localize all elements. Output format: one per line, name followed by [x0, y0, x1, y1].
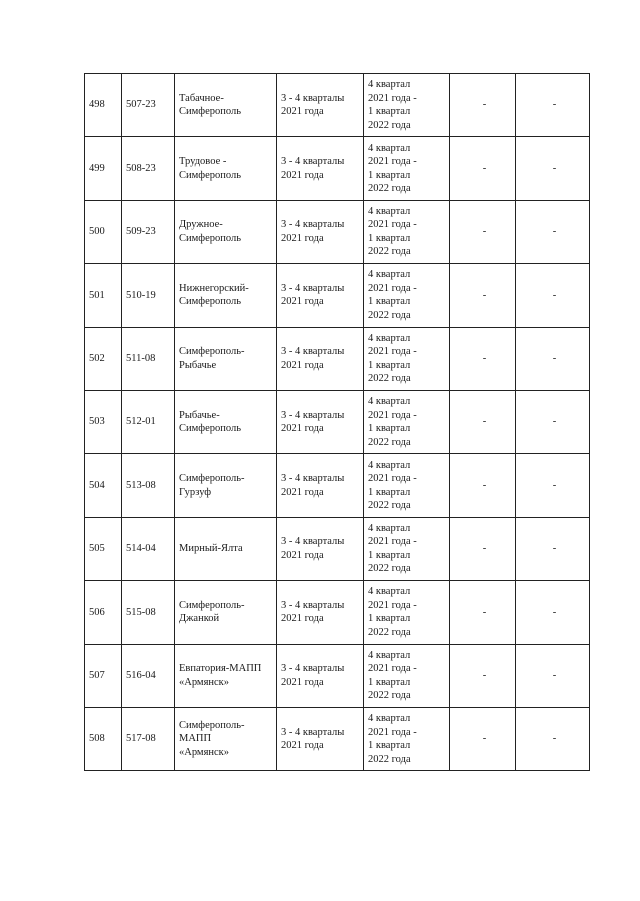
route-code: 517-08	[122, 707, 175, 770]
col7-value: -	[516, 74, 590, 137]
col6-value: -	[450, 264, 516, 327]
col7-value: -	[516, 200, 590, 263]
period: 3 - 4 кварталы 2021 года	[277, 644, 364, 707]
col7-value: -	[516, 581, 590, 644]
route-name: Табачное- Симферополь	[175, 74, 277, 137]
col6-value: -	[450, 74, 516, 137]
col6-value: -	[450, 327, 516, 390]
col7-value: -	[516, 264, 590, 327]
col7-value: -	[516, 517, 590, 580]
period: 3 - 4 кварталы 2021 года	[277, 517, 364, 580]
row-number: 508	[85, 707, 122, 770]
route-code: 508-23	[122, 137, 175, 200]
col7-value: -	[516, 454, 590, 517]
col7-value: -	[516, 137, 590, 200]
route-name: Евпатория-МАПП «Армянск»	[175, 644, 277, 707]
term: 4 квартал 2021 года - 1 квартал 2022 года	[364, 264, 450, 327]
route-name: Симферополь- Гурзуф	[175, 454, 277, 517]
term: 4 квартал 2021 года - 1 квартал 2022 года	[364, 74, 450, 137]
period: 3 - 4 кварталы 2021 года	[277, 200, 364, 263]
route-name: Симферополь- Рыбачье	[175, 327, 277, 390]
table-row	[85, 200, 590, 263]
col6-value: -	[450, 707, 516, 770]
route-name: Дружное- Симферополь	[175, 200, 277, 263]
table-row	[85, 454, 590, 517]
table-row	[85, 581, 590, 644]
table-row	[85, 137, 590, 200]
period: 3 - 4 кварталы 2021 года	[277, 581, 364, 644]
route-code: 511-08	[122, 327, 175, 390]
route-code: 510-19	[122, 264, 175, 327]
route-name: Рыбачье- Симферополь	[175, 390, 277, 453]
route-code: 515-08	[122, 581, 175, 644]
row-number: 503	[85, 390, 122, 453]
col6-value: -	[450, 644, 516, 707]
col6-value: -	[450, 581, 516, 644]
period: 3 - 4 кварталы 2021 года	[277, 327, 364, 390]
table-row	[85, 264, 590, 327]
routes-table-body	[85, 74, 590, 771]
row-number: 504	[85, 454, 122, 517]
route-code: 516-04	[122, 644, 175, 707]
col7-value: -	[516, 707, 590, 770]
row-number: 500	[85, 200, 122, 263]
route-code: 507-23	[122, 74, 175, 137]
term: 4 квартал 2021 года - 1 квартал 2022 года	[364, 390, 450, 453]
row-number: 498	[85, 74, 122, 137]
route-name: Нижнегорский- Симферополь	[175, 264, 277, 327]
col6-value: -	[450, 137, 516, 200]
row-number: 505	[85, 517, 122, 580]
row-number: 506	[85, 581, 122, 644]
col6-value: -	[450, 390, 516, 453]
route-code: 513-08	[122, 454, 175, 517]
row-number: 507	[85, 644, 122, 707]
col7-value: -	[516, 390, 590, 453]
term: 4 квартал 2021 года - 1 квартал 2022 года	[364, 200, 450, 263]
table-row	[85, 707, 590, 770]
routes-table	[84, 73, 590, 771]
route-code: 509-23	[122, 200, 175, 263]
row-number: 501	[85, 264, 122, 327]
term: 4 квартал 2021 года - 1 квартал 2022 года	[364, 644, 450, 707]
table-row	[85, 517, 590, 580]
term: 4 квартал 2021 года - 1 квартал 2022 года	[364, 707, 450, 770]
col6-value: -	[450, 200, 516, 263]
col6-value: -	[450, 517, 516, 580]
term: 4 квартал 2021 года - 1 квартал 2022 года	[364, 137, 450, 200]
term: 4 квартал 2021 года - 1 квартал 2022 года	[364, 581, 450, 644]
period: 3 - 4 кварталы 2021 года	[277, 264, 364, 327]
period: 3 - 4 кварталы 2021 года	[277, 390, 364, 453]
table-row	[85, 390, 590, 453]
period: 3 - 4 кварталы 2021 года	[277, 137, 364, 200]
period: 3 - 4 кварталы 2021 года	[277, 74, 364, 137]
row-number: 502	[85, 327, 122, 390]
col7-value: -	[516, 644, 590, 707]
col6-value: -	[450, 454, 516, 517]
table-row	[85, 644, 590, 707]
period: 3 - 4 кварталы 2021 года	[277, 454, 364, 517]
col7-value: -	[516, 327, 590, 390]
route-code: 514-04	[122, 517, 175, 580]
term: 4 квартал 2021 года - 1 квартал 2022 года	[364, 454, 450, 517]
route-code: 512-01	[122, 390, 175, 453]
term: 4 квартал 2021 года - 1 квартал 2022 года	[364, 327, 450, 390]
row-number: 499	[85, 137, 122, 200]
period: 3 - 4 кварталы 2021 года	[277, 707, 364, 770]
route-name: Симферополь- МАПП «Армянск»	[175, 707, 277, 770]
table-row	[85, 327, 590, 390]
route-name: Мирный-Ялта	[175, 517, 277, 580]
term: 4 квартал 2021 года - 1 квартал 2022 года	[364, 517, 450, 580]
table-row	[85, 74, 590, 137]
route-name: Трудовое - Симферополь	[175, 137, 277, 200]
route-name: Симферополь- Джанкой	[175, 581, 277, 644]
